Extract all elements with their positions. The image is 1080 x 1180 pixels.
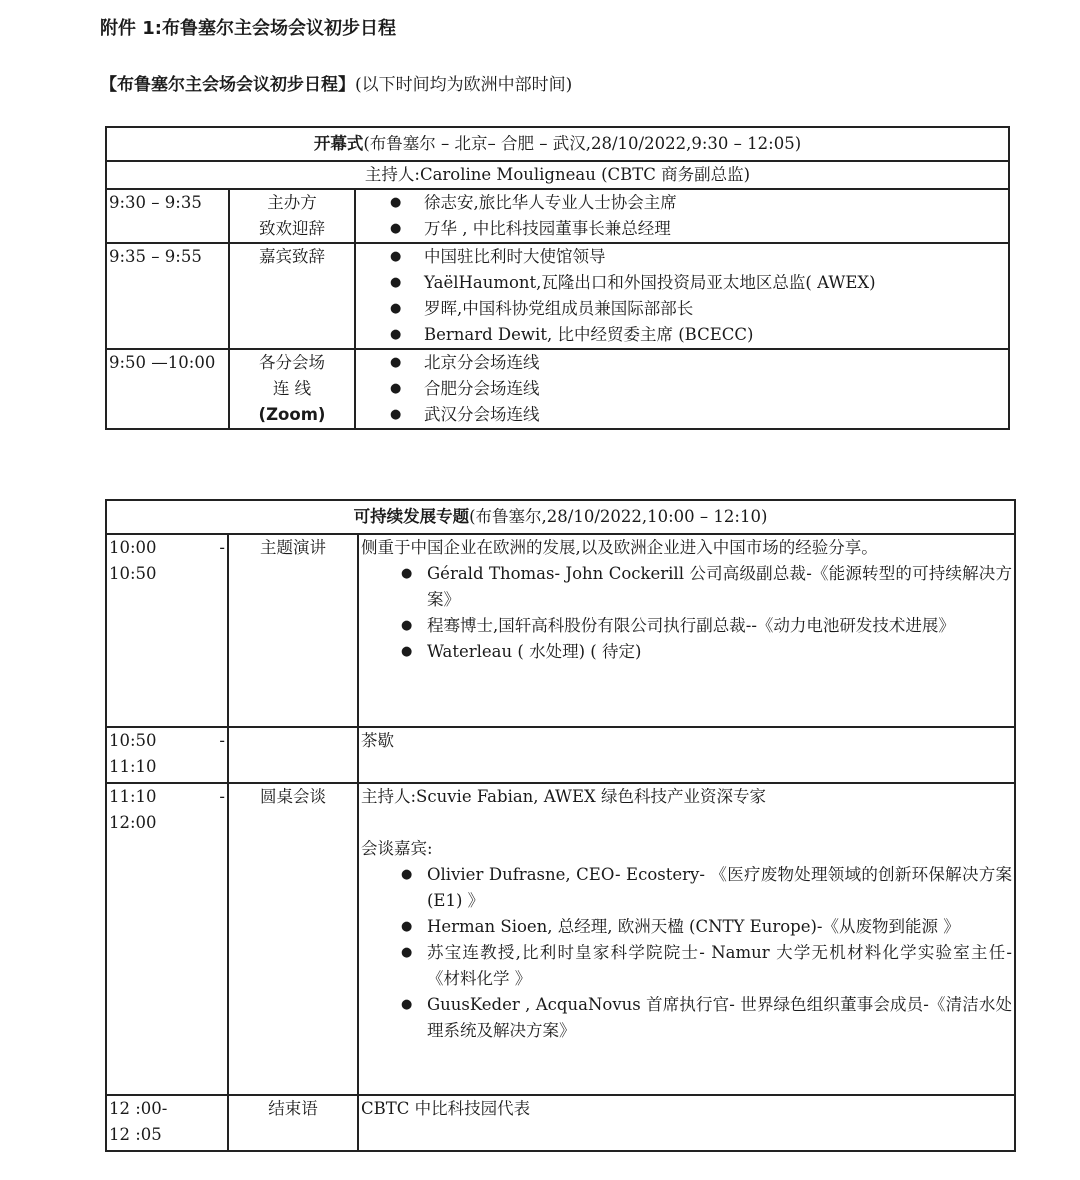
- topic-line: 嘉宾致辞: [259, 247, 325, 266]
- roundtable-host: 主持人:Scuvie Fabian, AWEX 绿色科技产业资深专家: [361, 787, 767, 806]
- row-content: [355, 189, 1009, 243]
- table-row: [106, 189, 1009, 243]
- list-item: ● 苏宝连教授,比利时皇家科学院院士- Namur 大学无机材料化学实验室主任- 《材料化学 》: [401, 940, 1012, 992]
- list-item: ● 程骞博士,国轩高科股份有限公司执行副总裁--《动力电池研发技术进展》: [401, 613, 1012, 639]
- time-dash: -: [219, 731, 225, 750]
- row-content: 茶歇: [358, 727, 1015, 783]
- time-dash: -: [219, 787, 225, 806]
- row-topic: 结束语: [228, 1095, 358, 1151]
- table-row: [106, 243, 1009, 349]
- time-start: 10:50: [109, 731, 157, 750]
- list-item: ● Olivier Dufrasne, CEO- Ecostery- 《医疗废物处理领域的创新环保解决方案(E1) 》: [401, 862, 1012, 914]
- list-item: ● 合肥分会场连线: [358, 376, 1006, 402]
- list-item: ● 万华 , 中比科技园董事长兼总经理: [358, 216, 1006, 242]
- row-intro: 侧重于中国企业在欧洲的发展,以及欧洲企业进入中国市场的经验分享。: [361, 538, 878, 557]
- table-row: [106, 349, 1009, 429]
- time-end: 12:00: [109, 813, 157, 832]
- bullet-list: [358, 190, 1006, 242]
- list-item: ● 罗晖,中国科协党组成员兼国际部部长: [358, 296, 1006, 322]
- row-topic: [229, 243, 355, 349]
- row-topic: [228, 727, 358, 783]
- opening-title-bold: 开幕式: [313, 134, 364, 153]
- topic-line: 致欢迎辞: [259, 219, 325, 238]
- row-time: [106, 783, 228, 1095]
- list-item: ● Waterleau ( 水处理) ( 待定): [401, 639, 1012, 665]
- bullet-list: [358, 350, 1006, 428]
- row-content: [358, 783, 1015, 1095]
- list-item: ● YaëlHaumont,瓦隆出口和外国投资局亚太地区总监( AWEX): [358, 270, 1006, 296]
- opening-title-row: [106, 127, 1009, 161]
- opening-host-row: [106, 161, 1009, 189]
- time-dash: -: [219, 538, 225, 557]
- list-item: ● 武汉分会场连线: [358, 402, 1006, 428]
- sustain-title: [106, 500, 1015, 534]
- row-content: CBTC 中比科技园代表: [358, 1095, 1015, 1151]
- sustain-title-row: [106, 500, 1015, 534]
- row-topic: 圆桌会谈: [228, 783, 358, 1095]
- topic-line: 各分会场: [259, 353, 325, 372]
- bullet-list: [401, 862, 1012, 1044]
- table-row: [106, 534, 1015, 727]
- time-end: 12 :05: [109, 1125, 162, 1144]
- list-item: ● 北京分会场连线: [358, 350, 1006, 376]
- table-row: [106, 783, 1015, 1095]
- row-time: [106, 727, 228, 783]
- main-heading-bold: 【布鲁塞尔主会场会议初步日程】: [100, 75, 355, 95]
- bullet-list: [401, 561, 1012, 665]
- row-time: 9:35 – 9:55: [106, 243, 229, 349]
- row-topic: [229, 189, 355, 243]
- opening-title: [106, 127, 1009, 161]
- row-time: 9:50 —10:00: [106, 349, 229, 429]
- topic-line: 连 线: [272, 379, 312, 398]
- row-topic: 主题演讲: [228, 534, 358, 727]
- time-end: 11:10: [109, 757, 157, 776]
- row-topic: [229, 349, 355, 429]
- row-content: [355, 243, 1009, 349]
- main-heading: [100, 70, 572, 95]
- topic-line: (Zoom): [258, 405, 326, 424]
- sustain-schedule-table: [105, 499, 1016, 1152]
- row-time: [106, 1095, 228, 1151]
- topic-line: 主办方: [267, 193, 317, 212]
- list-item: ● 徐志安,旅比华人专业人士协会主席: [358, 190, 1006, 216]
- list-item: ● 中国驻比利时大使馆领导: [358, 244, 1006, 270]
- table-row: [106, 727, 1015, 783]
- list-item: ● Herman Sioen, 总经理, 欧洲天楹 (CNTY Europe)-《从废物到能源 》: [401, 914, 1012, 940]
- opening-schedule-table: [105, 126, 1010, 430]
- attachment-title: 附件 1:布鲁塞尔主会场会议初步日程: [100, 18, 396, 39]
- table-row: [106, 1095, 1015, 1151]
- time-start: 10:00: [109, 538, 157, 557]
- time-start: 11:10: [109, 787, 157, 806]
- list-item: ● Gérald Thomas- John Cockerill 公司高级副总裁-《能源转型的可持续解决方案》: [401, 561, 1012, 613]
- bullet-list: [358, 244, 1006, 348]
- sustain-title-bold: 可持续发展专题: [353, 507, 470, 526]
- opening-host: 主持人:Caroline Mouligneau (CBTC 商务副总监): [106, 161, 1009, 189]
- list-item: ● GuusKeder , AcquaNovus 首席执行官- 世界绿色组织董事会成员-《清洁水处理系统及解决方案》: [401, 992, 1012, 1044]
- opening-title-detail: (布鲁塞尔 – 北京– 合肥 – 武汉,28/10/2022,9:30 – 12:05): [363, 134, 802, 153]
- time-end: 10:50: [109, 564, 157, 583]
- guests-label: 会谈嘉宾:: [361, 839, 433, 858]
- main-heading-note: (以下时间均为欧洲中部时间): [355, 75, 573, 95]
- time-start: 12 :00-: [109, 1099, 168, 1118]
- row-time: [106, 534, 228, 727]
- row-time: 9:30 – 9:35: [106, 189, 229, 243]
- row-content: [355, 349, 1009, 429]
- row-content: [358, 534, 1015, 727]
- list-item: ● Bernard Dewit, 比中经贸委主席 (BCECC): [358, 322, 1006, 348]
- sustain-title-detail: (布鲁塞尔,28/10/2022,10:00 – 12:10): [469, 507, 768, 526]
